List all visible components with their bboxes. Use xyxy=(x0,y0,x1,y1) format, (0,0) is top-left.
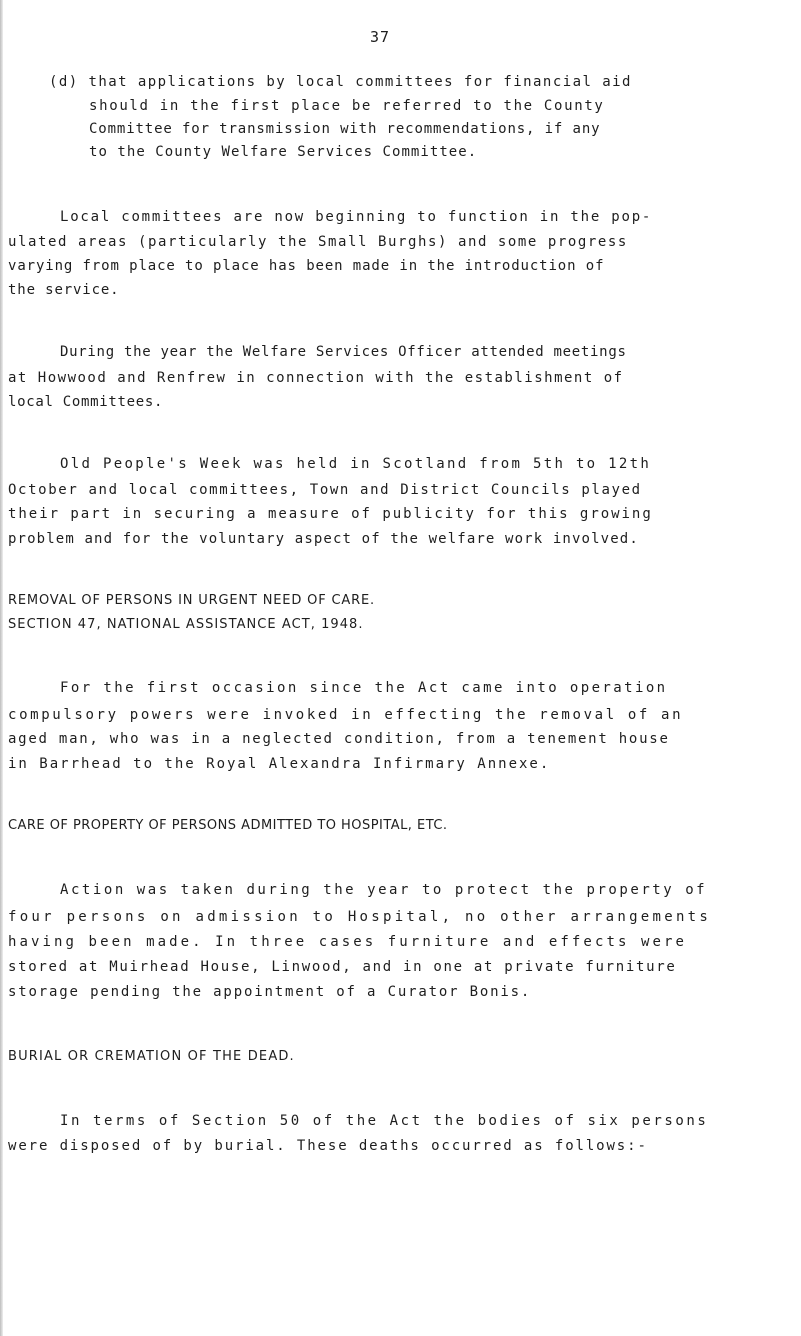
text-line: During the year the Welfare Services Officer attended meetings xyxy=(60,344,627,360)
heading-care-of-property: CARE OF PROPERTY OF PERSONS ADMITTED TO HOSPITAL, ETC. xyxy=(8,818,448,833)
text-line: aged man, who was in a neglected condition, from a tenement house xyxy=(8,731,670,747)
text-line: in Barrhead to the Royal Alexandra Infirmary Annexe. xyxy=(8,756,551,772)
text-line: their part in securing a measure of publicity for this growing xyxy=(8,506,653,522)
text-line: Committee for transmission with recommendations, if any xyxy=(89,121,601,137)
text-line: Old People's Week was held in Scotland from 5th to 12th xyxy=(60,456,652,472)
text-line: For the first occasion since the Act came into operation xyxy=(60,680,668,696)
text-line: Action was taken during the year to protect the property of xyxy=(60,882,708,898)
text-line: compulsory powers were invoked in effecting the removal of an xyxy=(8,707,684,723)
section-heading-line: SECTION 47, NATIONAL ASSISTANCE ACT, 1948. xyxy=(8,617,364,632)
text-line: were disposed of by burial. These deaths occurred as follows:- xyxy=(8,1138,648,1154)
text-line: four persons on admission to Hospital, no other arrangements xyxy=(8,909,712,925)
text-line: stored at Muirhead House, Linwood, and in one at private furniture xyxy=(8,959,677,975)
text-line: varying from place to place has been made in the introduction of xyxy=(8,258,605,274)
page-number: 37 xyxy=(370,28,391,46)
text-line: Local committees are now beginning to function in the pop- xyxy=(60,209,653,225)
text-line: ulated areas (particularly the Small Burghs) and some progress xyxy=(8,234,628,250)
text-line: the service. xyxy=(8,282,120,298)
text-line: at Howwood and Renfrew in connection with the establishment of xyxy=(8,370,624,386)
text-line: October and local committees, Town and District Councils played xyxy=(8,482,642,498)
text-line: storage pending the appointment of a Curator Bonis. xyxy=(8,984,532,1000)
text-line: to the County Welfare Services Committee. xyxy=(89,144,478,160)
text-line: having been made. In three cases furniture and effects were xyxy=(8,934,688,950)
text-line: problem and for the voluntary aspect of the welfare work involved. xyxy=(8,531,639,547)
text-line: (d) that applications by local committees for financial aid xyxy=(49,74,632,90)
section-heading-line: REMOVAL OF PERSONS IN URGENT NEED OF CARE. xyxy=(8,593,375,608)
text-line: In terms of Section 50 of the Act the bodies of six persons xyxy=(60,1113,709,1129)
text-line: local Committees. xyxy=(8,394,164,410)
heading-burial-or-cremation: BURIAL OR CREMATION OF THE DEAD. xyxy=(8,1049,295,1064)
text-line: should in the first place be referred to the County xyxy=(89,98,605,114)
scan-left-edge xyxy=(0,0,3,1336)
